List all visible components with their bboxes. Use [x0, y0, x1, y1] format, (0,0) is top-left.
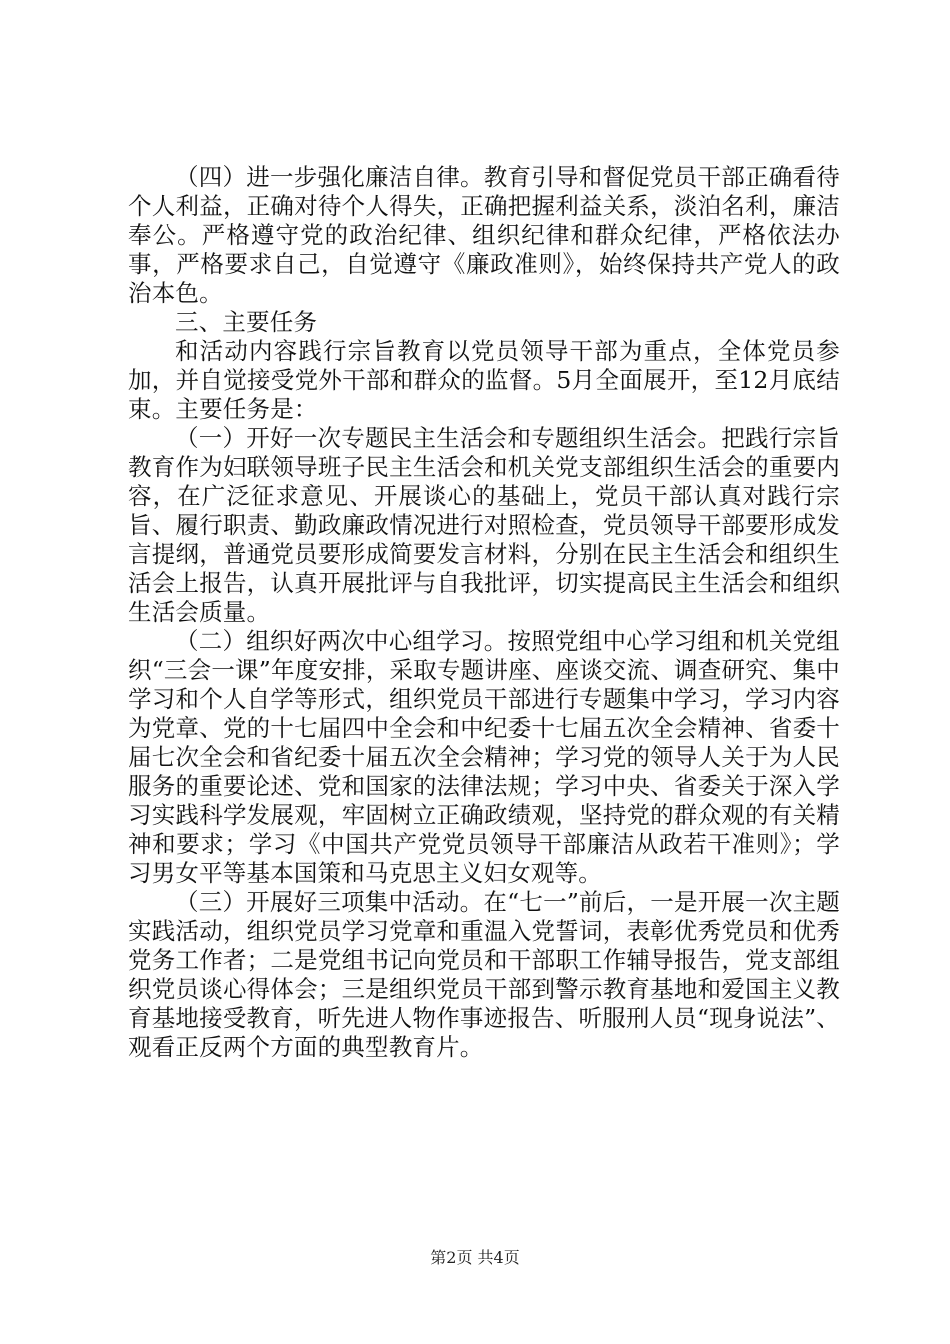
paragraph-task-three: （三）开展好三项集中活动。在“七一”前后，一是开展一次主题实践活动，组织党员学习党章和重温入党誓词，表彰优秀党员和优秀党务工作者；二是党组书记向党员和干部职工作辅导报告，党支部组织党员谈心得体会；三是组织党员干部到警示教育基地和爱国主义教育基地接受教育，听先进人物作事迹报告、听服刑人员“现身说法”、观看正反两个方面的典型教育片。 [128, 888, 840, 1061]
page-number-footer: 第2页 共4页 [430, 1248, 520, 1267]
paragraph-task-one: （一）开好一次专题民主生活会和专题组织生活会。把践行宗旨教育作为妇联领导班子民主生活会和机关党支部组织生活会的重要内容，在广泛征求意见、开展谈心的基础上，党员干部认真对践行宗旨、履行职责、勤政廉政情况进行对照检查，党员领导干部要形成发言提纲，普通党员要形成简要发言材料，分别在民主生活会和组织生活会上报告，认真开展批评与自我批评，切实提高民主生活会和组织生活会质量。 [128, 424, 840, 626]
paragraph-activity-content: 和活动内容践行宗旨教育以党员领导干部为重点，全体党员参加，并自觉接受党外干部和群众的监督。5月全面展开，至12月底结束。主要任务是： [128, 337, 840, 423]
paragraph-self-discipline: （四）进一步强化廉洁自律。教育引导和督促党员干部正确看待个人利益，正确对待个人得失，正确把握利益关系，淡泊名利，廉洁奉公。严格遵守党的政治纪律、组织纪律和群众纪律，严格依法办事，严格要求自己，自觉遵守《廉政准则》，始终保持共产党人的政治本色。 [128, 163, 840, 307]
document-body [128, 163, 840, 1062]
paragraph-task-two: （二）组织好两次中心组学习。按照党组中心学习组和机关党组织“三会一课”年度安排，采取专题讲座、座谈交流、调查研究、集中学习和个人自学等形式，组织党员干部进行专题集中学习，学习内容为党章、党的十七届四中全会和中纪委十七届五次全会精神、省委十届七次全会和省纪委十届五次全会精神；学习党的领导人关于为人民服务的重要论述、党和国家的法律法规；学习中央、省委关于深入学习实践科学发展观，牢固树立正确政绩观，坚持党的群众观的有关精神和要求；学习《中国共产党党员领导干部廉洁从政若干准则》；学习男女平等基本国策和马克思主义妇女观等。 [128, 627, 840, 887]
section-heading-main-tasks: 三、主要任务 [175, 308, 318, 336]
